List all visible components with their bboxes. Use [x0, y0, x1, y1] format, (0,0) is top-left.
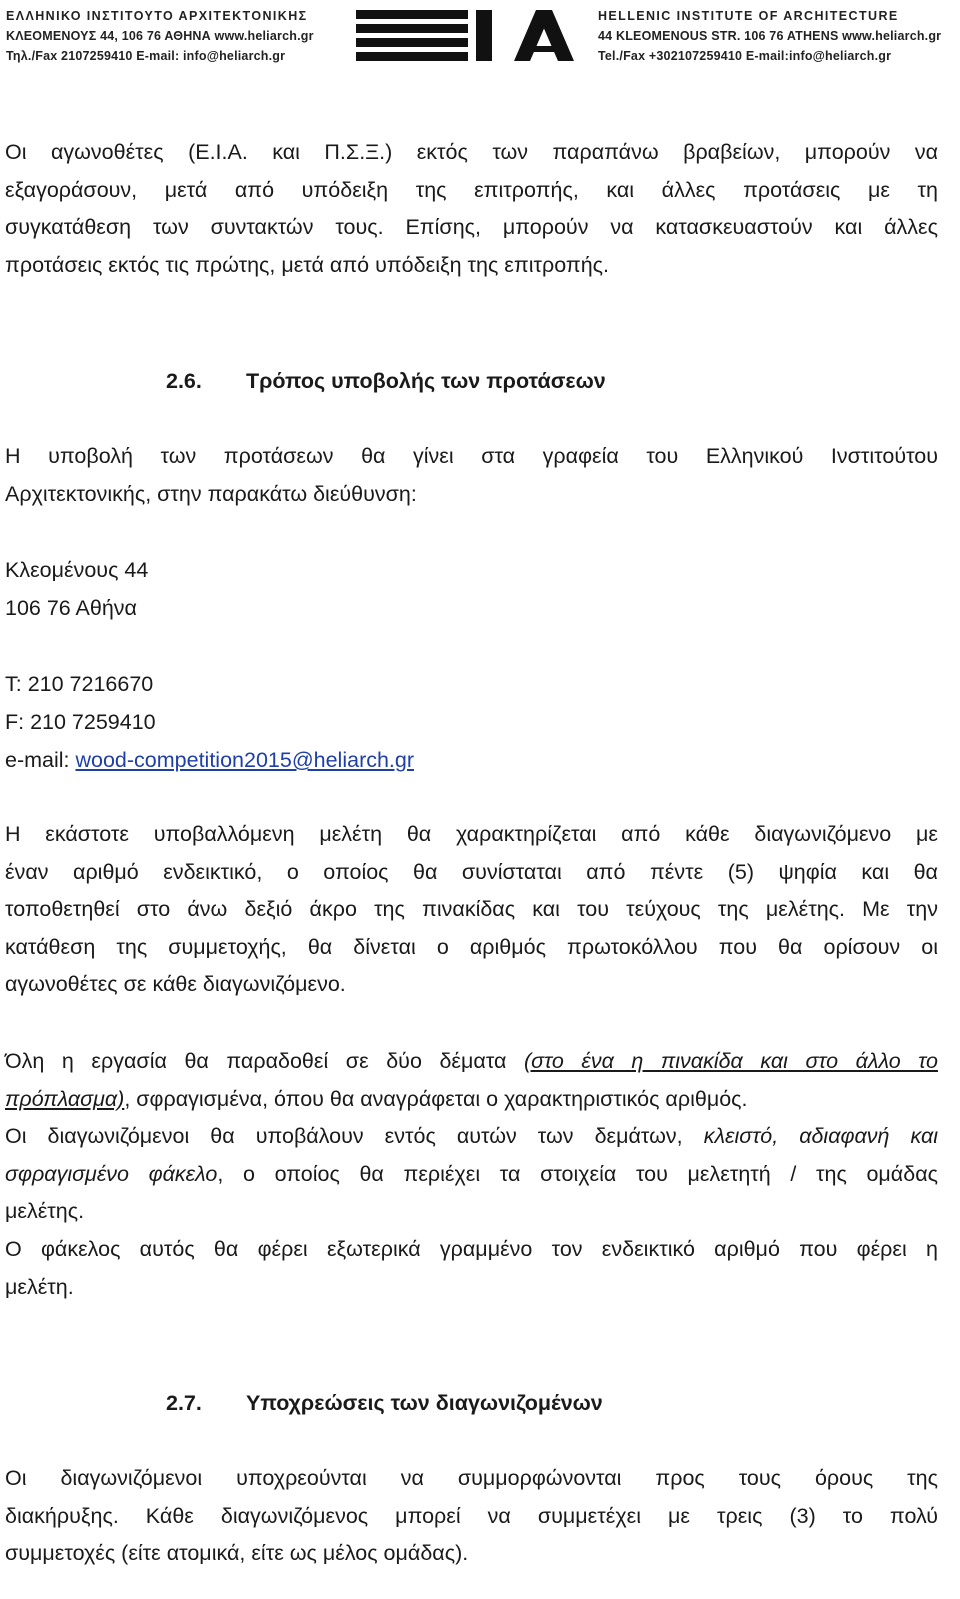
section-title: Υποχρεώσεις των διαγωνιζομένων: [246, 1391, 603, 1415]
address-city: 106 76 Αθήνα: [5, 596, 137, 620]
identification-line: κατάθεση της συμμετοχής, θα δίνεται ο αριθμός πρωτοκόλλου που θα ορίσουν οι: [5, 934, 938, 959]
identification-line: Η εκάστοτε υποβαλλόμενη μελέτη θα χαρακτηρίζεται από κάθε διαγωνιζόμενο με: [5, 822, 938, 846]
section-number: 2.6.: [166, 369, 202, 393]
delivery-line: [5, 1043, 938, 1081]
delivery-line: Ο φάκελος αυτός θα φέρει εξωτερικά γραμμένο τον ενδεικτικό αριθμό που φέρει η: [5, 1236, 938, 1261]
submission-line: Αρχιτεκτονικής, στην παρακάτω διεύθυνση:: [5, 481, 417, 506]
identification-line: αγωνοθέτες σε κάθε διαγωνιζόμενο.: [5, 972, 346, 997]
obligations-line: διακήρυξης. Κάθε διαγωνιζόμενος μπορεί να συμμετέχει με τρεις (3) το πολύ: [5, 1503, 938, 1528]
identification-paragraph: [5, 816, 938, 1004]
fax-number: F: 210 7259410: [5, 710, 156, 734]
intro-line: προτάσεις εκτός τις πρώτης, μετά από υπόδειξη της επιτροπής.: [5, 252, 610, 277]
delivery-text: , ο οποίος θα περιέχει τα στοιχεία του μελετητή / της ομάδας: [217, 1161, 938, 1186]
intro-line: συγκατάθεση των συντακτών τους. Επίσης, μπορούν να κατασκευαστούν και άλλες: [5, 215, 938, 240]
email-link[interactable]: wood-competition2015@heliarch.gr: [75, 748, 415, 772]
address-street: Κλεομένους 44: [5, 558, 149, 582]
institute-address-greek: ΚΛΕΟΜΕΝΟΥΣ 44, 106 76 ΑΘΗΝΑ www.heliarch.gr: [6, 29, 314, 43]
delivery-line: μελέτης.: [5, 1199, 85, 1224]
submission-line: Η υποβολή των προτάσεων θα γίνει στα γραφεία του Ελληνικού Ινστιτούτου: [5, 444, 938, 468]
delivery-text: , σφραγισμένα, όπου θα αναγράφεται ο χαρακτηριστικός αριθμός.: [124, 1086, 748, 1111]
institute-address-english: 44 KLEOMENOUS STR. 106 76 ATHENS www.heliarch.gr: [598, 29, 942, 43]
intro-line: Οι αγωνοθέτες (Ε.Ι.Α. και Π.Σ.Ξ.) εκτός των παραπάνω βραβείων, μπορούν να: [5, 140, 938, 164]
delivery-emphasis: σφραγισμένο φάκελο: [5, 1161, 218, 1186]
delivery-text: Όλη η εργασία θα παραδοθεί σε δύο δέματα: [5, 1049, 524, 1073]
institute-name-greek: ΕΛΛΗΝΙΚΟ ΙΝΣΤΙΤΟΥΤΟ ΑΡΧΙΤΕΚΤΟΝΙΚΗΣ: [6, 9, 308, 23]
institute-contact-english: Tel./Fax +302107259410 E-mail:info@heliarch.gr: [598, 49, 892, 63]
identification-line: έναν αριθμό ενδεικτικό, ο οποίος θα συνίσταται από πέντε (5) ψηφία και θα: [5, 859, 938, 884]
obligations-line: συμμετοχές (είτε ατομικά, είτε ως μέλος ομάδας).: [5, 1541, 469, 1566]
institute-logo: [356, 8, 574, 62]
delivery-emphasis: κλειστό, αδιαφανή και: [703, 1124, 939, 1149]
email-label: e-mail:: [5, 748, 76, 772]
delivery-emphasis: (στο ένα η πινακίδα και στο άλλο το: [524, 1049, 938, 1073]
letterhead-english: [598, 6, 941, 66]
delivery-paragraph: [5, 1043, 938, 1306]
identification-line: τοποθετηθεί στο άνω δεξιό άκρο της πινακίδας και του τεύχους της μελέτης. Με την: [5, 897, 938, 922]
section-title: Τρόπος υποβολής των προτάσεων: [246, 369, 606, 393]
intro-line: εξαγοράσουν, μετά από υπόδειξη της επιτροπής, και άλλες προτάσεις με τη: [5, 177, 938, 202]
phone-number: T: 210 7216670: [5, 672, 154, 696]
delivery-line: [5, 1081, 938, 1119]
delivery-line: [5, 1156, 938, 1194]
letterhead-greek: [6, 6, 314, 66]
section-number: 2.7.: [166, 1391, 202, 1415]
delivery-line: [5, 1118, 938, 1156]
delivery-emphasis: πρόπλασμα): [5, 1086, 125, 1111]
submission-intro: [5, 438, 938, 513]
obligations-line: Οι διαγωνιζόμενοι υποχρεούνται να συμμορφώνονται προς τους όρους της: [5, 1466, 938, 1490]
institute-contact-greek: Τηλ./Fax 2107259410 E-mail: info@heliarch.gr: [6, 49, 286, 63]
email-line: [5, 741, 414, 779]
obligations-paragraph: [5, 1460, 938, 1573]
letterhead: [0, 0, 960, 70]
institute-name-english: HELLENIC INSTITUTE OF ARCHITECTURE: [598, 9, 899, 23]
delivery-line: μελέτη.: [5, 1274, 74, 1299]
intro-paragraph: [5, 134, 938, 284]
delivery-text: Οι διαγωνιζόμενοι θα υποβάλουν εντός αυτών των δεμάτων,: [5, 1124, 704, 1149]
